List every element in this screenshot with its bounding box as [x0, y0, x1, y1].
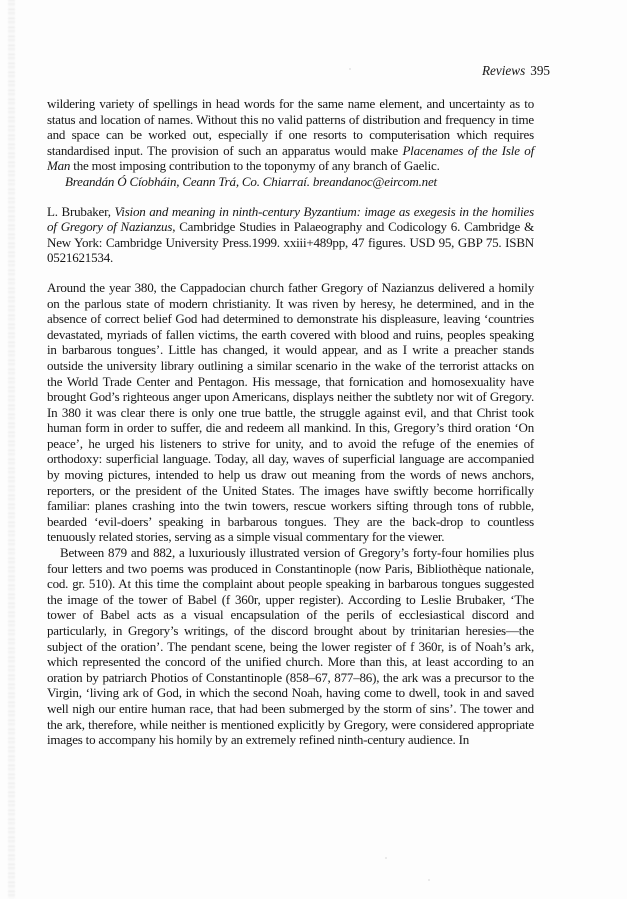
running-header-title: Reviews	[482, 63, 526, 78]
citation-details: , Cambridge Studies in Palaeography and Codicology 6. Cambridge & New York: Cambridge University Press.1999. xxiii+489pp, 47 figures. USD 95, GBP 75. ISBN 0521621534.	[47, 219, 534, 266]
citation-author: L. Brubaker,	[47, 203, 115, 219]
review-prev-text-end: the most imposing contribution to the toponymy of any branch of Gaelic.	[70, 158, 440, 174]
reviewer-signature: Breandán Ó Cíobháin, Ceann Trá, Co. Chiarraí. breandanoc@eircom.net	[65, 173, 437, 189]
citation-book-title: Vision and meaning in ninth-century Byzantium: image as exegesis in the homilies of Gregory of Nazianzus	[47, 203, 534, 235]
review-paragraph: Around the year 380, the Cappadocian church father Gregory of Nazianzus delivered a homily on the parlous state of modern christianity. It was riven by heresy, he determined, and in the absence of correct belief God had determined to demonstrate his displeasure, leaving ‘countries devastated, myriads of fallen victims, the earth covered with blood and ruins, peoples speaking in barbarous tongues’. Little has changed, it would appear, and as I write a preacher stands outside the university library outlining a similar scenario in the wake of the terrorist attacks on the World Trade Center and Pentagon. His message, that fornication and homosexuality have brought God’s righteous anger upon Americans, displays neither the subtlety nor wit of Gregory. In 380 it was clear there is only one true battle, the struggle against evil, and that Christ took human form in order to suffer, die and redeem all mankind. In this, Gregory’s third oration ‘On peace’, he urged his listeners to strive for unity, and to avoid the refuge of the enemies of orthodoxy: superficial language. Today, all day, waves of superficial language are accompanied by moving pictures, intended to help us draw out meaning from the words of news anchors, reporters, or the president of the United States. The images have swiftly become horrifically familiar: planes crashing into the twin towers, rescue workers sifting through tons of rubble, bearded ‘evil-doers’ speaking in barbarous tongues. They are the back-drop to countless tenuously related stories, serving as a simple visual commentary for the viewer.	[47, 279, 534, 545]
text-block	[47, 96, 534, 748]
page-number: 395	[530, 63, 550, 78]
review-prev-paragraph	[47, 96, 534, 174]
book-citation	[47, 204, 534, 266]
scan-speck	[385, 857, 387, 859]
running-header	[47, 63, 550, 79]
review-prev-book-title: Placenames of the Isle of Man	[47, 142, 535, 174]
scan-speck	[428, 879, 430, 881]
review-prev-text-start: wildering variety of spellings in head words for the same name element, and uncertainty as to status and location of names. Without this no valid patterns of distribution and frequency in time and space can be worked out, especially if one resorts to computerisation which requires standardised input. The provision of such an apparatus would make	[47, 96, 534, 158]
review-paragraph: Between 879 and 882, a luxuriously illustrated version of Gregory’s forty-four homilies plus four letters and two poems was produced in Constantinople (now Paris, Bibliothèque nationale, cod. gr. 510). At this time the complaint about people speaking in barbarous tongues suggested the image of the tower of Babel (f 360r, upper register). According to Leslie Brubaker, ‘The tower of Babel acts as a visual encapsulation of the perils of ecclesiastical discord and particularly, in Gregory’s writings, of the discord brought about by trinitarian heresies—the subject of the oration’. The pendant scene, being the lower register of f 360r, is of Noah’s ark, which represented the concord of the unified church. More than this, at least according to an oration by patriarch Photios of Constantinople (858–67, 877–86), the ark was a precursor to the Virgin, ‘living ark of God, in which the second Noah, having come to dwell, took in and saved well nigh our entire human race, that had been submerged by the storm of sins’. The tower and the ark, therefore, while neither is mentioned explicitly by Gregory, were considered appropriate images to accompany his homily by an extremely refined ninth-century audience. In	[47, 545, 534, 748]
scan-edge-artifact	[8, 0, 15, 899]
